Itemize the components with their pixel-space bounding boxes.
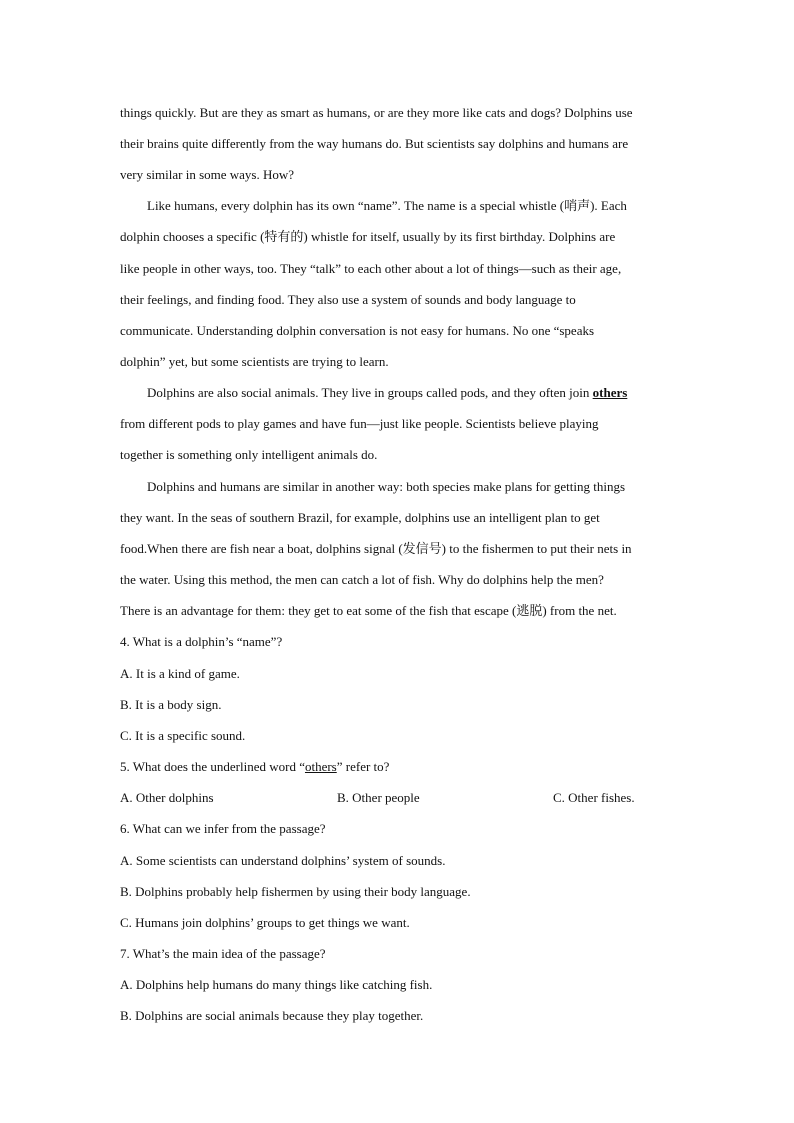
answer-option: C. It is a specific sound. xyxy=(120,728,246,743)
passage-line: very similar in some ways. How? xyxy=(120,167,295,182)
passage-line: things quickly. But are they as smart as humans, or are they more like cats and dogs? Dolphins use xyxy=(120,105,633,120)
passage-text: Dolphins are also social animals. They live in groups called pods, and they often join xyxy=(147,385,590,400)
passage-line: Like humans, every dolphin has its own “name”. The name is a special whistle (哨声). Each xyxy=(147,198,627,213)
question-text: ” refer to? xyxy=(336,759,390,774)
passage-line: dolphin chooses a specific (特有的) whistle for itself, usually by its first birthday. Dolphins are xyxy=(120,229,616,244)
passage-line: together is something only intelligent animals do. xyxy=(120,447,378,462)
question-text: 5. What does the underlined word “ xyxy=(120,759,305,774)
passage-line: their feelings, and finding food. They also use a system of sounds and body language to xyxy=(120,292,576,307)
answer-option: A. It is a kind of game. xyxy=(120,666,240,681)
answer-option: C. Other fishes. xyxy=(553,790,635,805)
answer-option: A. Dolphins help humans do many things like catching fish. xyxy=(120,977,433,992)
answer-option: B. Dolphins are social animals because they play together. xyxy=(120,1008,424,1023)
answer-option: A. Other dolphins xyxy=(120,790,214,805)
question-stem xyxy=(120,759,680,775)
answer-option: A. Some scientists can understand dolphins’ system of sounds. xyxy=(120,853,446,868)
passage-line: like people in other ways, too. They “talk” to each other about a lot of things—such as their age, xyxy=(120,261,622,276)
answer-option: C. Humans join dolphins’ groups to get things we want. xyxy=(120,915,410,930)
passage-line: food.When there are fish near a boat, dolphins signal (发信号) to the fishermen to put their nets in xyxy=(120,541,632,556)
answer-option: B. Dolphins probably help fishermen by using their body language. xyxy=(120,884,471,899)
answer-option: B. It is a body sign. xyxy=(120,697,222,712)
passage-line: Dolphins and humans are similar in another way: both species make plans for getting things xyxy=(147,479,626,494)
passage-line: they want. In the seas of southern Brazil, for example, dolphins use an intelligent plan to get xyxy=(120,510,600,525)
underlined-word: others xyxy=(592,385,628,400)
passage-line: dolphin” yet, but some scientists are trying to learn. xyxy=(120,354,389,369)
question-stem: 7. What’s the main idea of the passage? xyxy=(120,946,326,961)
passage-line: There is an advantage for them: they get to eat some of the fish that escape (逃脱) from the net. xyxy=(120,603,617,618)
question-stem: 6. What can we infer from the passage? xyxy=(120,821,326,836)
answer-option: B. Other people xyxy=(337,790,420,805)
passage-line: their brains quite differently from the way humans do. But scientists say dolphins and humans are xyxy=(120,136,629,151)
passage-line xyxy=(147,385,707,401)
passage-line: from different pods to play games and have fun—just like people. Scientists believe playing xyxy=(120,416,599,431)
underlined-word: others xyxy=(304,759,337,774)
question-stem: 4. What is a dolphin’s “name”? xyxy=(120,634,283,649)
passage-line: communicate. Understanding dolphin conversation is not easy for humans. No one “speaks xyxy=(120,323,595,338)
passage-line: the water. Using this method, the men can catch a lot of fish. Why do dolphins help the men? xyxy=(120,572,604,587)
